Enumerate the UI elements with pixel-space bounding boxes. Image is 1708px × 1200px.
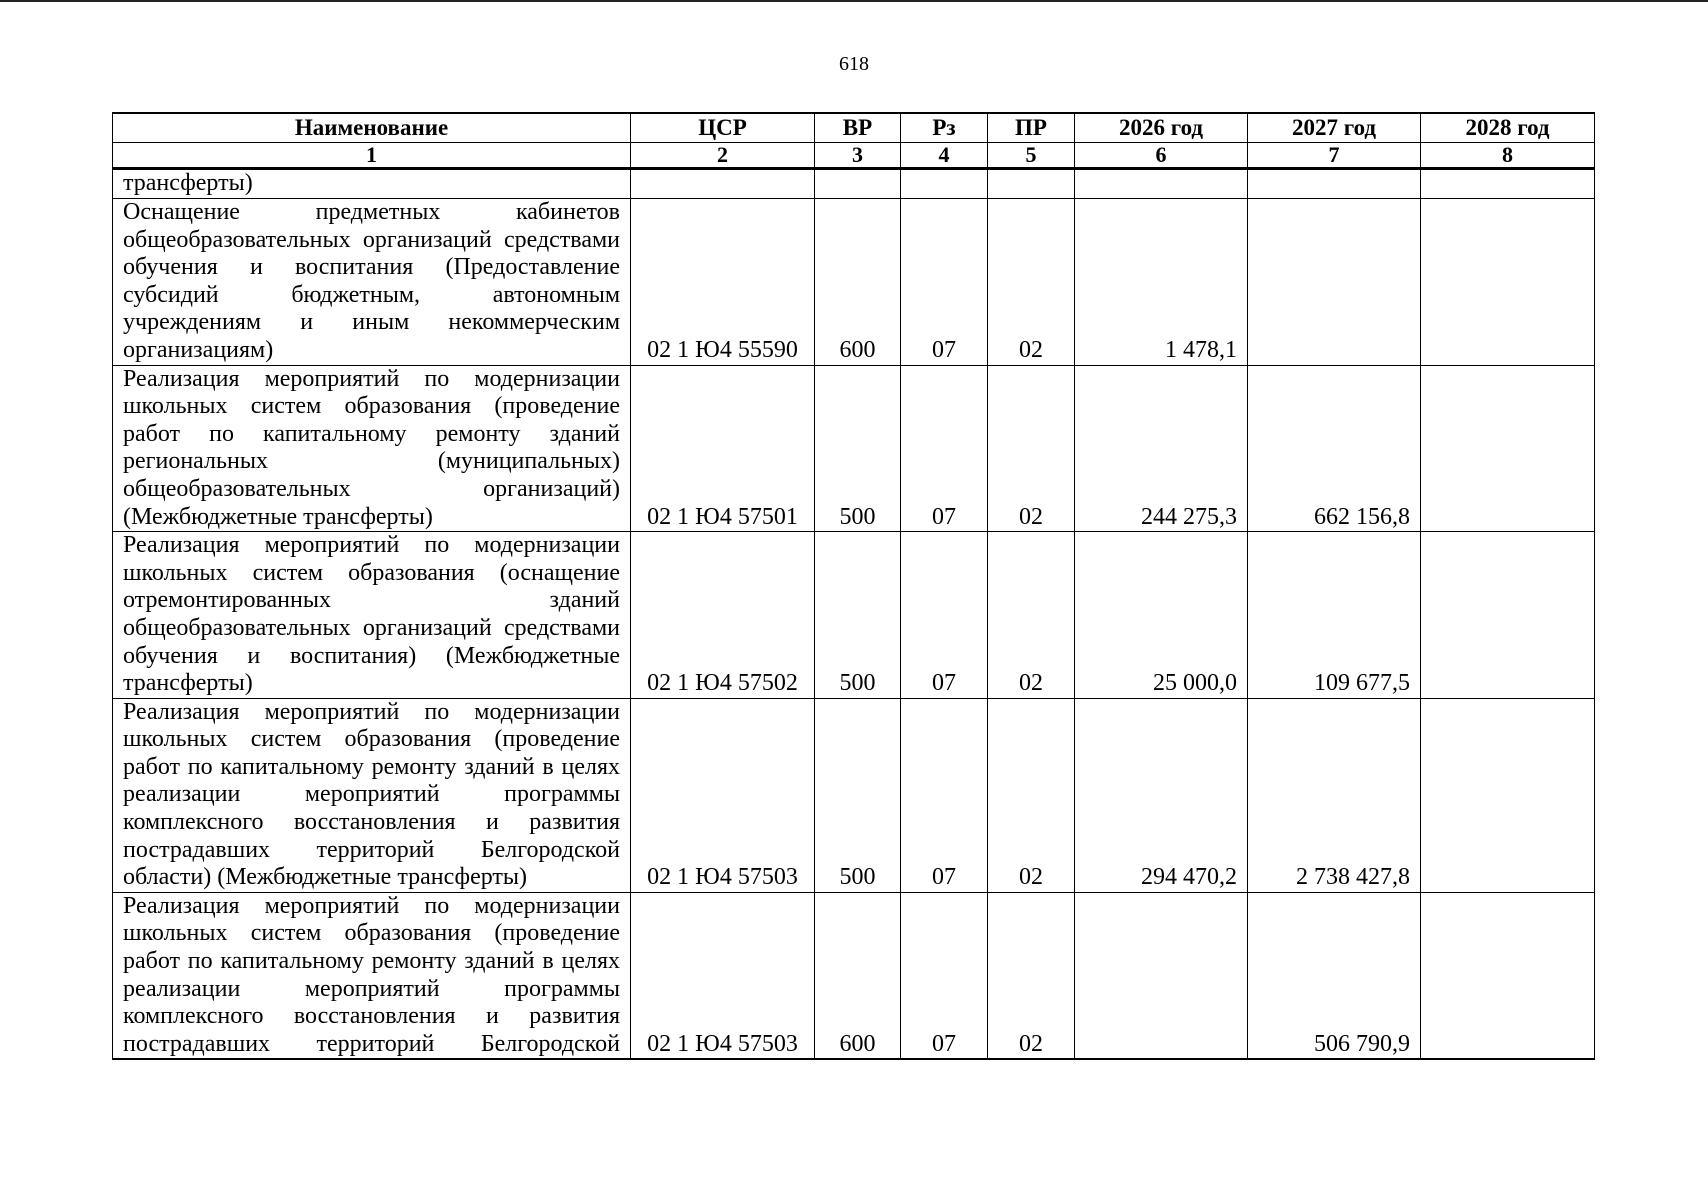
row-vr: 500 — [815, 698, 901, 892]
column-number: 2 — [631, 143, 815, 169]
row-rz: 07 — [901, 698, 988, 892]
row-2026: 1 478,1 — [1075, 199, 1248, 366]
row-rz: 07 — [901, 199, 988, 366]
row-csr: 02 1 Ю4 57502 — [631, 532, 815, 699]
row-2028 — [1421, 199, 1595, 366]
column-number: 7 — [1248, 143, 1421, 169]
row-rz — [901, 169, 988, 199]
column-number: 1 — [113, 143, 631, 169]
row-2026: 244 275,3 — [1075, 365, 1248, 532]
row-csr — [631, 169, 815, 199]
table-row — [113, 365, 1595, 532]
column-header-2027: 2027 год — [1248, 113, 1421, 143]
row-name: Оснащение предметных кабинетов общеобразовательных организаций средствами обучения и воспитания (Предоставление субсидий бюджетным, автономным учреждениям и иным некоммерческим организациям) — [113, 199, 631, 366]
row-vr: 600 — [815, 892, 901, 1059]
table-row — [113, 532, 1595, 699]
row-pr: 02 — [988, 532, 1075, 699]
row-csr: 02 1 Ю4 55590 — [631, 199, 815, 366]
row-name: Реализация мероприятий по модернизации школьных систем образования (проведение работ по капитальному ремонту зданий в целях реализации мероприятий программы комплексного восстановления и развития пострадавших территорий Белгородской — [113, 892, 631, 1059]
row-name: трансферты) — [113, 169, 631, 199]
row-2026 — [1075, 892, 1248, 1059]
row-rz: 07 — [901, 892, 988, 1059]
row-2028 — [1421, 892, 1595, 1059]
row-rz: 07 — [901, 365, 988, 532]
row-rz: 07 — [901, 532, 988, 699]
row-pr — [988, 169, 1075, 199]
row-2028 — [1421, 532, 1595, 699]
row-2028 — [1421, 698, 1595, 892]
row-2027 — [1248, 199, 1421, 366]
column-number: 5 — [988, 143, 1075, 169]
row-name: Реализация мероприятий по модернизации школьных систем образования (проведение работ по капитальному ремонту зданий в целях реализации мероприятий программы комплексного восстановления и развития пострадавших территорий Белгородской области) (Межбюджетные трансферты) — [113, 698, 631, 892]
row-2026: 294 470,2 — [1075, 698, 1248, 892]
column-number: 6 — [1075, 143, 1248, 169]
row-2027: 2 738 427,8 — [1248, 698, 1421, 892]
column-header-rz: Рз — [901, 113, 988, 143]
row-2028 — [1421, 169, 1595, 199]
column-header-vr: ВР — [815, 113, 901, 143]
budget-table — [112, 112, 1595, 1060]
page-number: 618 — [839, 53, 869, 75]
row-name: Реализация мероприятий по модернизации школьных систем образования (проведение работ по капитальному ремонту зданий региональных (муниципальных) общеобразовательных организаций) (Межбюджетные трансферты) — [113, 365, 631, 532]
row-vr: 500 — [815, 532, 901, 699]
column-number-row — [113, 143, 1595, 169]
row-2028 — [1421, 365, 1595, 532]
row-csr: 02 1 Ю4 57503 — [631, 698, 815, 892]
row-2027: 662 156,8 — [1248, 365, 1421, 532]
row-pr: 02 — [988, 365, 1075, 532]
row-2027: 109 677,5 — [1248, 532, 1421, 699]
row-2026: 25 000,0 — [1075, 532, 1248, 699]
row-vr: 600 — [815, 199, 901, 366]
table-row — [113, 892, 1595, 1059]
row-csr: 02 1 Ю4 57503 — [631, 892, 815, 1059]
header-row — [113, 113, 1595, 143]
row-pr: 02 — [988, 698, 1075, 892]
column-number: 8 — [1421, 143, 1595, 169]
column-header-2026: 2026 год — [1075, 113, 1248, 143]
table-row — [113, 199, 1595, 366]
row-csr: 02 1 Ю4 57501 — [631, 365, 815, 532]
row-vr: 500 — [815, 365, 901, 532]
row-pr: 02 — [988, 892, 1075, 1059]
row-pr: 02 — [988, 199, 1075, 366]
column-header-pr: ПР — [988, 113, 1075, 143]
column-number: 4 — [901, 143, 988, 169]
column-header-name: Наименование — [113, 113, 631, 143]
row-2027: 506 790,9 — [1248, 892, 1421, 1059]
table-row — [113, 169, 1595, 199]
column-number: 3 — [815, 143, 901, 169]
table-row — [113, 698, 1595, 892]
row-vr — [815, 169, 901, 199]
row-2027 — [1248, 169, 1421, 199]
row-name: Реализация мероприятий по модернизации школьных систем образования (оснащение отремонтированных зданий общеобразовательных организаций средствами обучения и воспитания) (Межбюджетные трансферты) — [113, 532, 631, 699]
column-header-2028: 2028 год — [1421, 113, 1595, 143]
row-2026 — [1075, 169, 1248, 199]
scan-edge-line — [0, 0, 1708, 2]
column-header-csr: ЦСР — [631, 113, 815, 143]
